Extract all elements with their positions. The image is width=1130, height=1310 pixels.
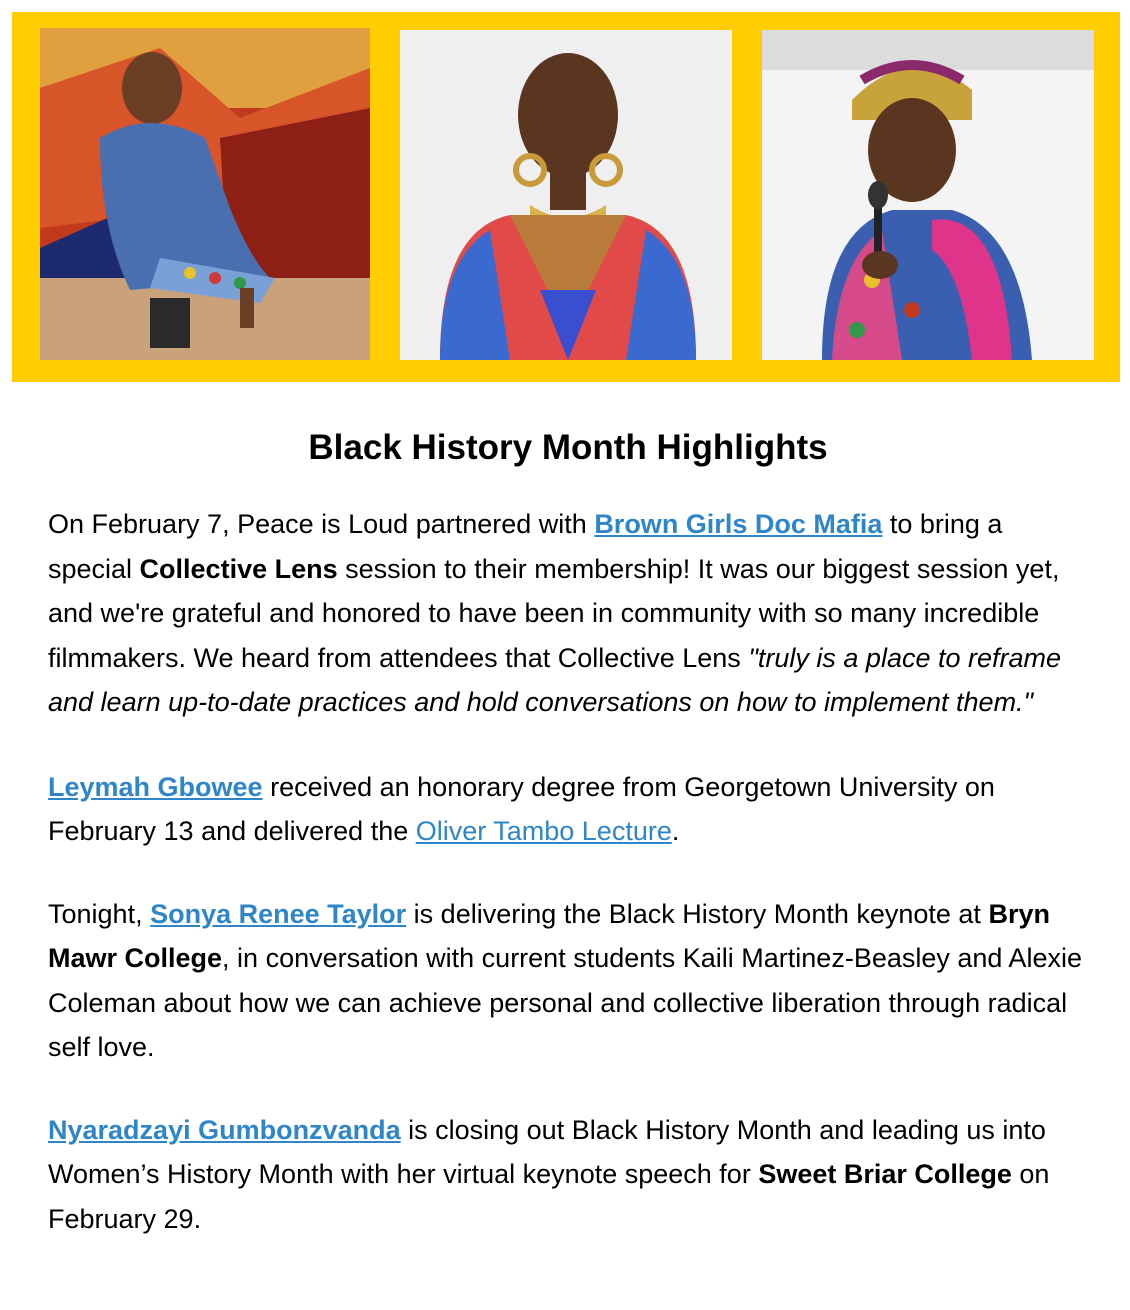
photo-banner <box>12 12 1120 382</box>
paragraph-leymah-gbowee: Leymah Gbowee received an honorary degree from Georgetown University on February 13 and delivered the Oliver Tambo Lecture. <box>48 771 995 846</box>
nyaradzayi-gumbonzvanda-photo <box>762 30 1094 360</box>
leymah-gbowee-photo <box>40 28 370 360</box>
sonya-renee-taylor-photo <box>400 30 732 360</box>
sweet-briar-college-bold: Sweet Briar College <box>758 1159 1012 1189</box>
paragraph-collective-lens: On February 7, Peace is Loud partnered with Brown Girls Doc Mafia to bring a special Collective Lens session to their membership! It was our biggest session yet, and we're grateful and honored to have been in community with so many incredible filmmakers. We heard from attendees that Collective Lens "truly is a place to reframe and learn up-to-date practices and hold conversations on how to implement them." <box>48 509 1062 717</box>
oliver-tambo-lecture-link[interactable]: Oliver Tambo Lecture <box>415 816 672 846</box>
paragraph-sonya-renee-taylor: Tonight, Sonya Renee Taylor is delivering the Black History Month keynote at Bryn Mawr College, in conversation with current students Kaili Martinez-Beasley and Alexie Coleman about how we can achieve personal and collective liberation through radical self love. <box>48 898 1082 1062</box>
attendee-quote: "truly is a place to reframe and learn up-to-date practices and hold conversations on how to implement them." <box>48 642 1062 717</box>
sonya-renee-taylor-link[interactable]: Sonya Renee Taylor <box>150 898 407 929</box>
nyaradzayi-gumbonzvanda-link[interactable]: Nyaradzayi Gumbonzvanda <box>48 1114 401 1145</box>
leymah-gbowee-link[interactable]: Leymah Gbowee <box>48 771 263 802</box>
section-heading: Black History Month Highlights <box>308 428 828 467</box>
paragraph-nyaradzayi-gumbonzvanda: Nyaradzayi Gumbonzvanda is closing out Black History Month and leading us into Women’s History Month with her virtual keynote speech for Sweet Briar College on February 29. <box>48 1114 1050 1234</box>
bryn-mawr-college-bold: Bryn Mawr College <box>48 898 1050 973</box>
brown-girls-doc-mafia-link[interactable]: Brown Girls Doc Mafia <box>594 509 883 539</box>
newsletter-section <box>48 420 1088 1241</box>
collective-lens-bold: Collective Lens <box>139 553 338 584</box>
